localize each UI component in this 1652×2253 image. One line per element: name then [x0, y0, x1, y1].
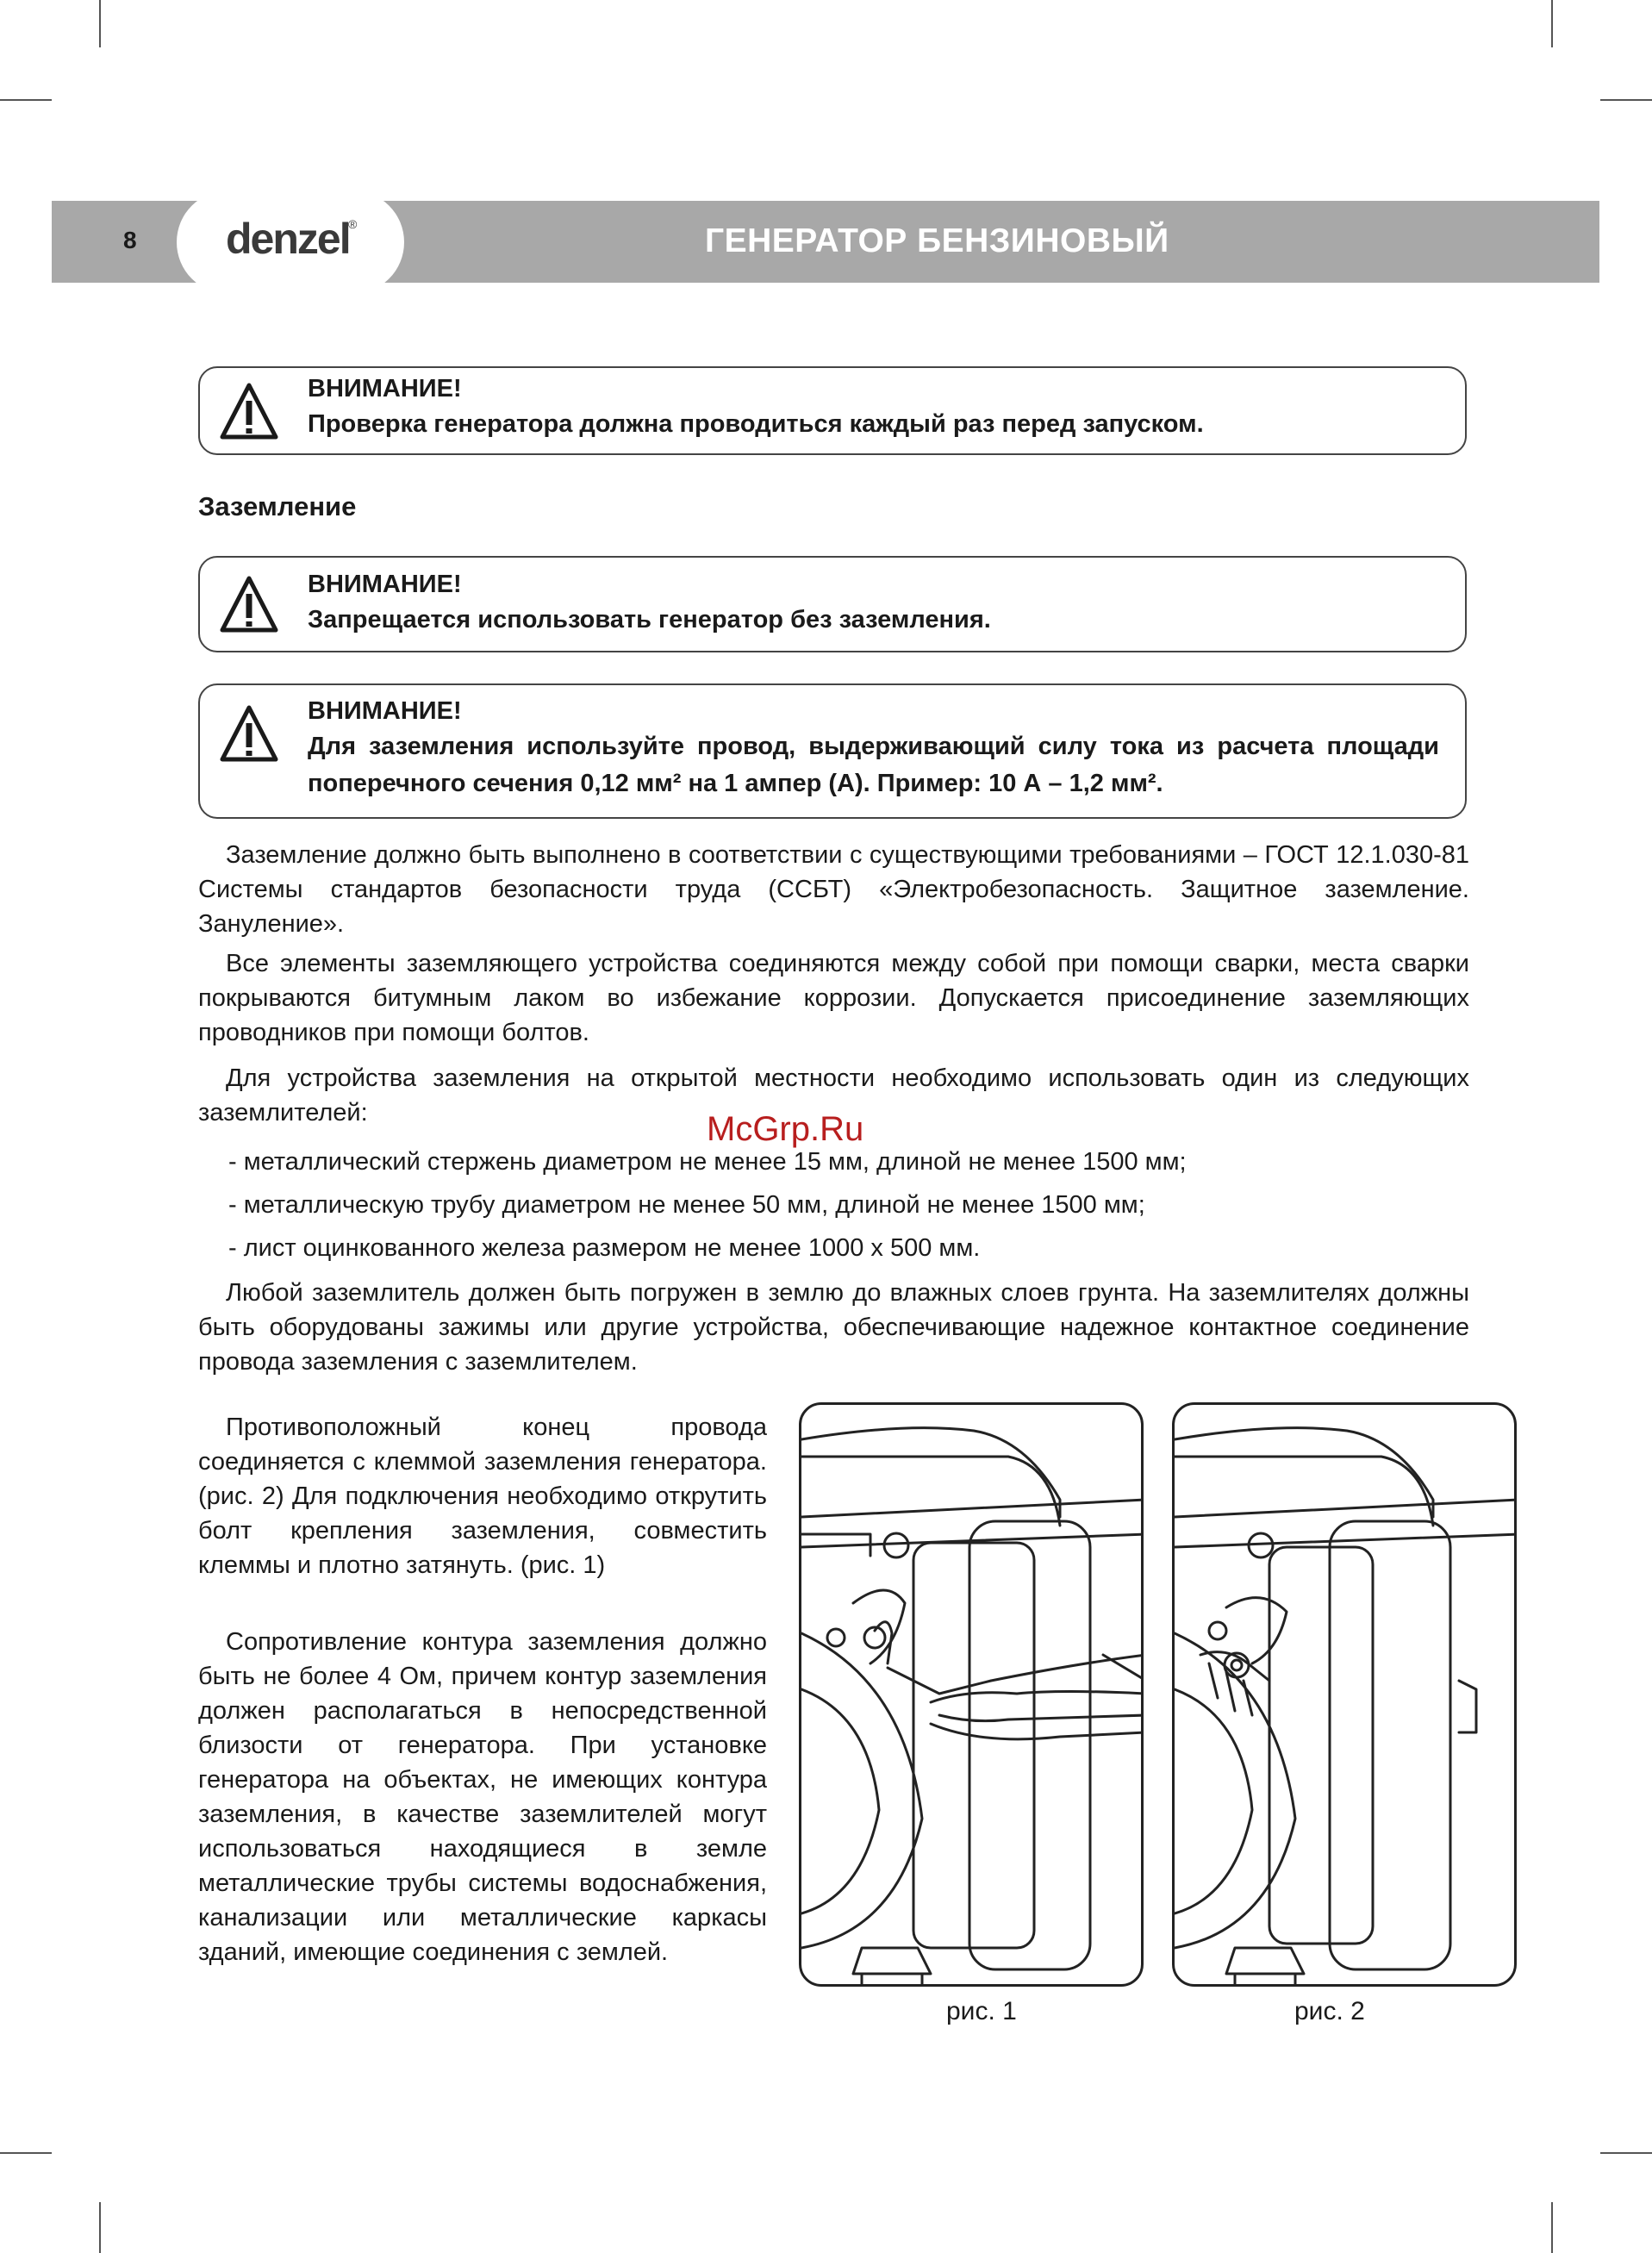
- warning-text: Запрещается использовать генератор без заземления.: [308, 606, 991, 633]
- warning-box: [198, 556, 1467, 652]
- warning-text: Для заземления используйте провод, выдерживающий силу тока из расчета площади поперечного сечения 0,12 мм² на 1 ампер (А). Пример: 10 А – 1,2 мм².: [308, 733, 1439, 797]
- figure-1: [799, 1402, 1144, 1987]
- crop-mark: [0, 99, 52, 101]
- list-item: - металлическую трубу диаметром не менее 50 мм, длиной не менее 1500 мм;: [228, 1191, 1145, 1219]
- crop-mark: [99, 2202, 101, 2253]
- generator-illustration: [801, 1405, 1144, 1987]
- warning-title: ВНИМАНИЕ!: [308, 697, 462, 725]
- column-paragraph: Противоположный конец провода соединяется с клеммой заземления генератора. (рис. 2) Для подключения необходимо открутить болт крепления заземления, совместить клеммы и плотно затянуть. (рис. 1): [198, 1414, 767, 1579]
- figure-2: [1172, 1402, 1517, 1987]
- page-title: ГЕНЕРАТОР БЕНЗИНОВЫЙ: [705, 222, 1169, 259]
- warning-title: ВНИМАНИЕ!: [308, 375, 462, 403]
- figure-caption: рис. 1: [946, 1997, 1017, 2025]
- warning-icon: [219, 575, 279, 633]
- section-title: Заземление: [198, 491, 357, 521]
- crop-mark: [1600, 99, 1652, 101]
- page-number: 8: [123, 227, 137, 253]
- crop-mark: [0, 2152, 52, 2154]
- registered-mark: ®: [348, 217, 358, 231]
- crop-mark: [1551, 0, 1553, 47]
- list-item: - лист оцинкованного железа размером не менее 1000 х 500 мм.: [228, 1234, 981, 1262]
- paragraph: Любой заземлитель должен быть погружен в землю до влажных слоев грунта. На заземлителях должны быть оборудованы зажимы или другие устройства, обеспечивающие надежное контактное соединение провода заземления с заземлителем.: [198, 1279, 1469, 1376]
- crop-mark: [99, 0, 101, 47]
- warning-box: [198, 683, 1467, 819]
- brand-logo: denzel: [226, 215, 350, 263]
- figure-caption: рис. 2: [1294, 1997, 1365, 2025]
- warning-icon: [219, 382, 279, 440]
- crop-mark: [1551, 2202, 1553, 2253]
- crop-mark: [1600, 2152, 1652, 2154]
- paragraph: Заземление должно быть выполнено в соответствии с существующими требованиями – ГОСТ 12.1.030-81 Системы стандартов безопасности труда (ССБТ) «Электробезопасность. Защитное заземление. Зануление».: [198, 841, 1469, 938]
- paragraph: Все элементы заземляющего устройства соединяются между собой при помощи сварки, места сварки покрываются битумным лаком во избежание коррозии. Допускается присоединение заземляющих проводников при помощи болтов.: [198, 950, 1469, 1046]
- column-paragraph: Сопротивление контура заземления должно быть не более 4 Ом, причем контур заземления должен располагаться в непосредственной близости от генератора. При установке генератора на объектах, не имеющих контура заземления, в качестве заземлителей могут использоваться находящиеся в земле металлические трубы системы водоснабжения, канализации или металлические каркасы зданий, имеющие соединения с землей.: [198, 1628, 767, 1966]
- warning-text: Проверка генератора должна проводиться каждый раз перед запуском.: [308, 410, 1204, 438]
- paragraph: Для устройства заземления на открытой местности необходимо использовать один из следующих заземлителей:: [198, 1064, 1469, 1126]
- watermark: McGrp.Ru: [707, 1110, 864, 1148]
- list-item: - металлический стержень диаметром не менее 15 мм, длиной не менее 1500 мм;: [228, 1148, 1187, 1176]
- generator-illustration: [1175, 1405, 1517, 1987]
- warning-box: [198, 366, 1467, 455]
- warning-title: ВНИМАНИЕ!: [308, 571, 462, 598]
- warning-icon: [219, 704, 279, 763]
